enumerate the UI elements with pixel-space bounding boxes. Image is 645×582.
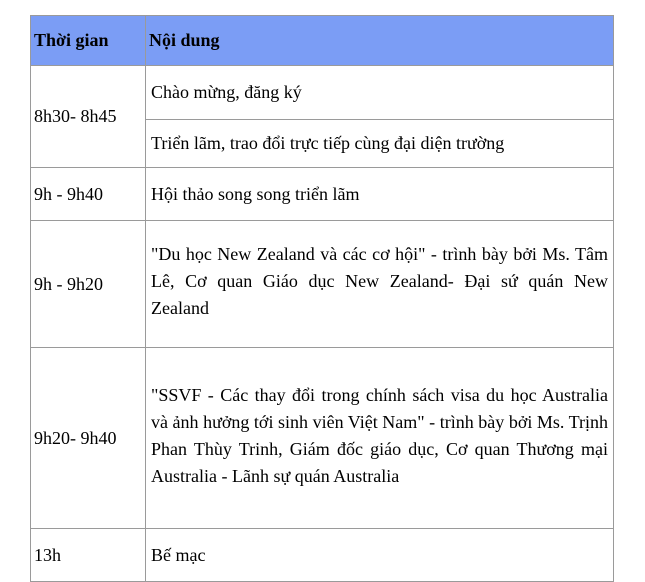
content-cell: Hội thảo song song triển lãm (146, 168, 614, 221)
table-row (31, 348, 614, 529)
time-cell: 9h20- 9h40 (31, 348, 146, 529)
time-cell: 9h - 9h40 (31, 168, 146, 221)
header-row (31, 16, 614, 66)
time-cell: 8h30- 8h45 (31, 66, 146, 168)
table-row (31, 66, 614, 120)
table-row (31, 168, 614, 221)
time-cell: 13h (31, 529, 146, 582)
header-content: Nội dung (146, 16, 614, 66)
time-cell: 9h - 9h20 (31, 221, 146, 348)
table-row (31, 221, 614, 348)
table-row (31, 529, 614, 582)
schedule-table (30, 15, 614, 582)
content-cell: Bế mạc (146, 529, 614, 582)
content-cell: Triển lãm, trao đổi trực tiếp cùng đại diện trường (146, 120, 614, 168)
content-cell: Chào mừng, đăng ký (146, 66, 614, 120)
table-header (31, 16, 614, 66)
header-time: Thời gian (31, 16, 146, 66)
content-cell: "SSVF - Các thay đổi trong chính sách visa du học Australia và ảnh hưởng tới sinh viên Việt Nam" - trình bày bởi Ms. Trịnh Phan Thùy Trinh, Giám đốc giáo dục, Cơ quan Thương mại Australia - Lãnh sự quán Australia (146, 348, 614, 529)
table-body (31, 66, 614, 582)
content-cell: "Du học New Zealand và các cơ hội" - trình bày bởi Ms. Tâm Lê, Cơ quan Giáo dục New Zealand- Đại sứ quán New Zealand (146, 221, 614, 348)
